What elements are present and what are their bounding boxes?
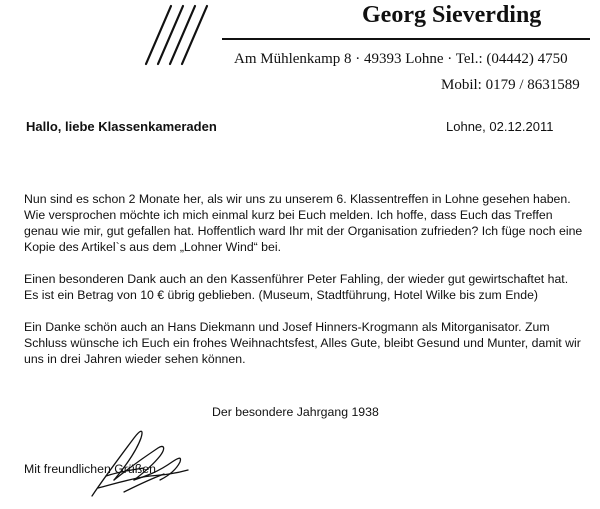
body-paragraph: Ein Danke schön auch an Hans Diekmann und Josef Hinners-Krogmann als Mitorganisator. Zum Schluss wünsche ich Euch ein frohes Weihnachtsfest, Alles Gute, bleibt Gesund und Munter, damit wir uns in drei Jahren wieder sehen können.	[24, 320, 581, 366]
letter-date: Lohne, 02.12.2011	[446, 119, 554, 134]
header-divider	[222, 38, 590, 40]
sender-address: Am Mühlenkamp 8 · 49393 Lohne · Tel.: (04442) 4750	[234, 51, 568, 67]
sender-name: Georg Sieverding	[362, 2, 542, 28]
handwritten-signature	[84, 418, 194, 503]
closing-salutation: Mit freundlichen Grüßen	[24, 462, 156, 476]
body-paragraph: Nun sind es schon 2 Monate her, als wir uns zu unserem 6. Klassentreffen in Lohne gesehen haben. Wie versprochen möchte ich mich einmal kurz bei Euch melden. Ich hoffe, dass Euch das Treffen genau wie mir, gut gefallen hat. Hoffentlich ward Ihr mit der Organisation zufrieden? Ich füge noch eine Kopie des Artikel`s aus dem „Lohner Wind“ bei.	[24, 192, 583, 254]
body-paragraph: Einen besonderen Dank auch an den Kassenführer Peter Fahling, der wieder gut gewirtschaftet hat. Es ist ein Betrag von 10 € übrig geblieben. (Museum, Stadtführung, Hotel Wilke bis zum Ende)	[24, 272, 569, 302]
signoff-group: Der besondere Jahrgang 1938	[212, 405, 379, 419]
letter-body	[24, 191, 584, 367]
letter-greeting: Hallo, liebe Klassenkameraden	[26, 119, 217, 134]
sender-mobile: Mobil: 0179 / 8631589	[441, 77, 580, 93]
slashes-logo-icon	[143, 2, 213, 68]
